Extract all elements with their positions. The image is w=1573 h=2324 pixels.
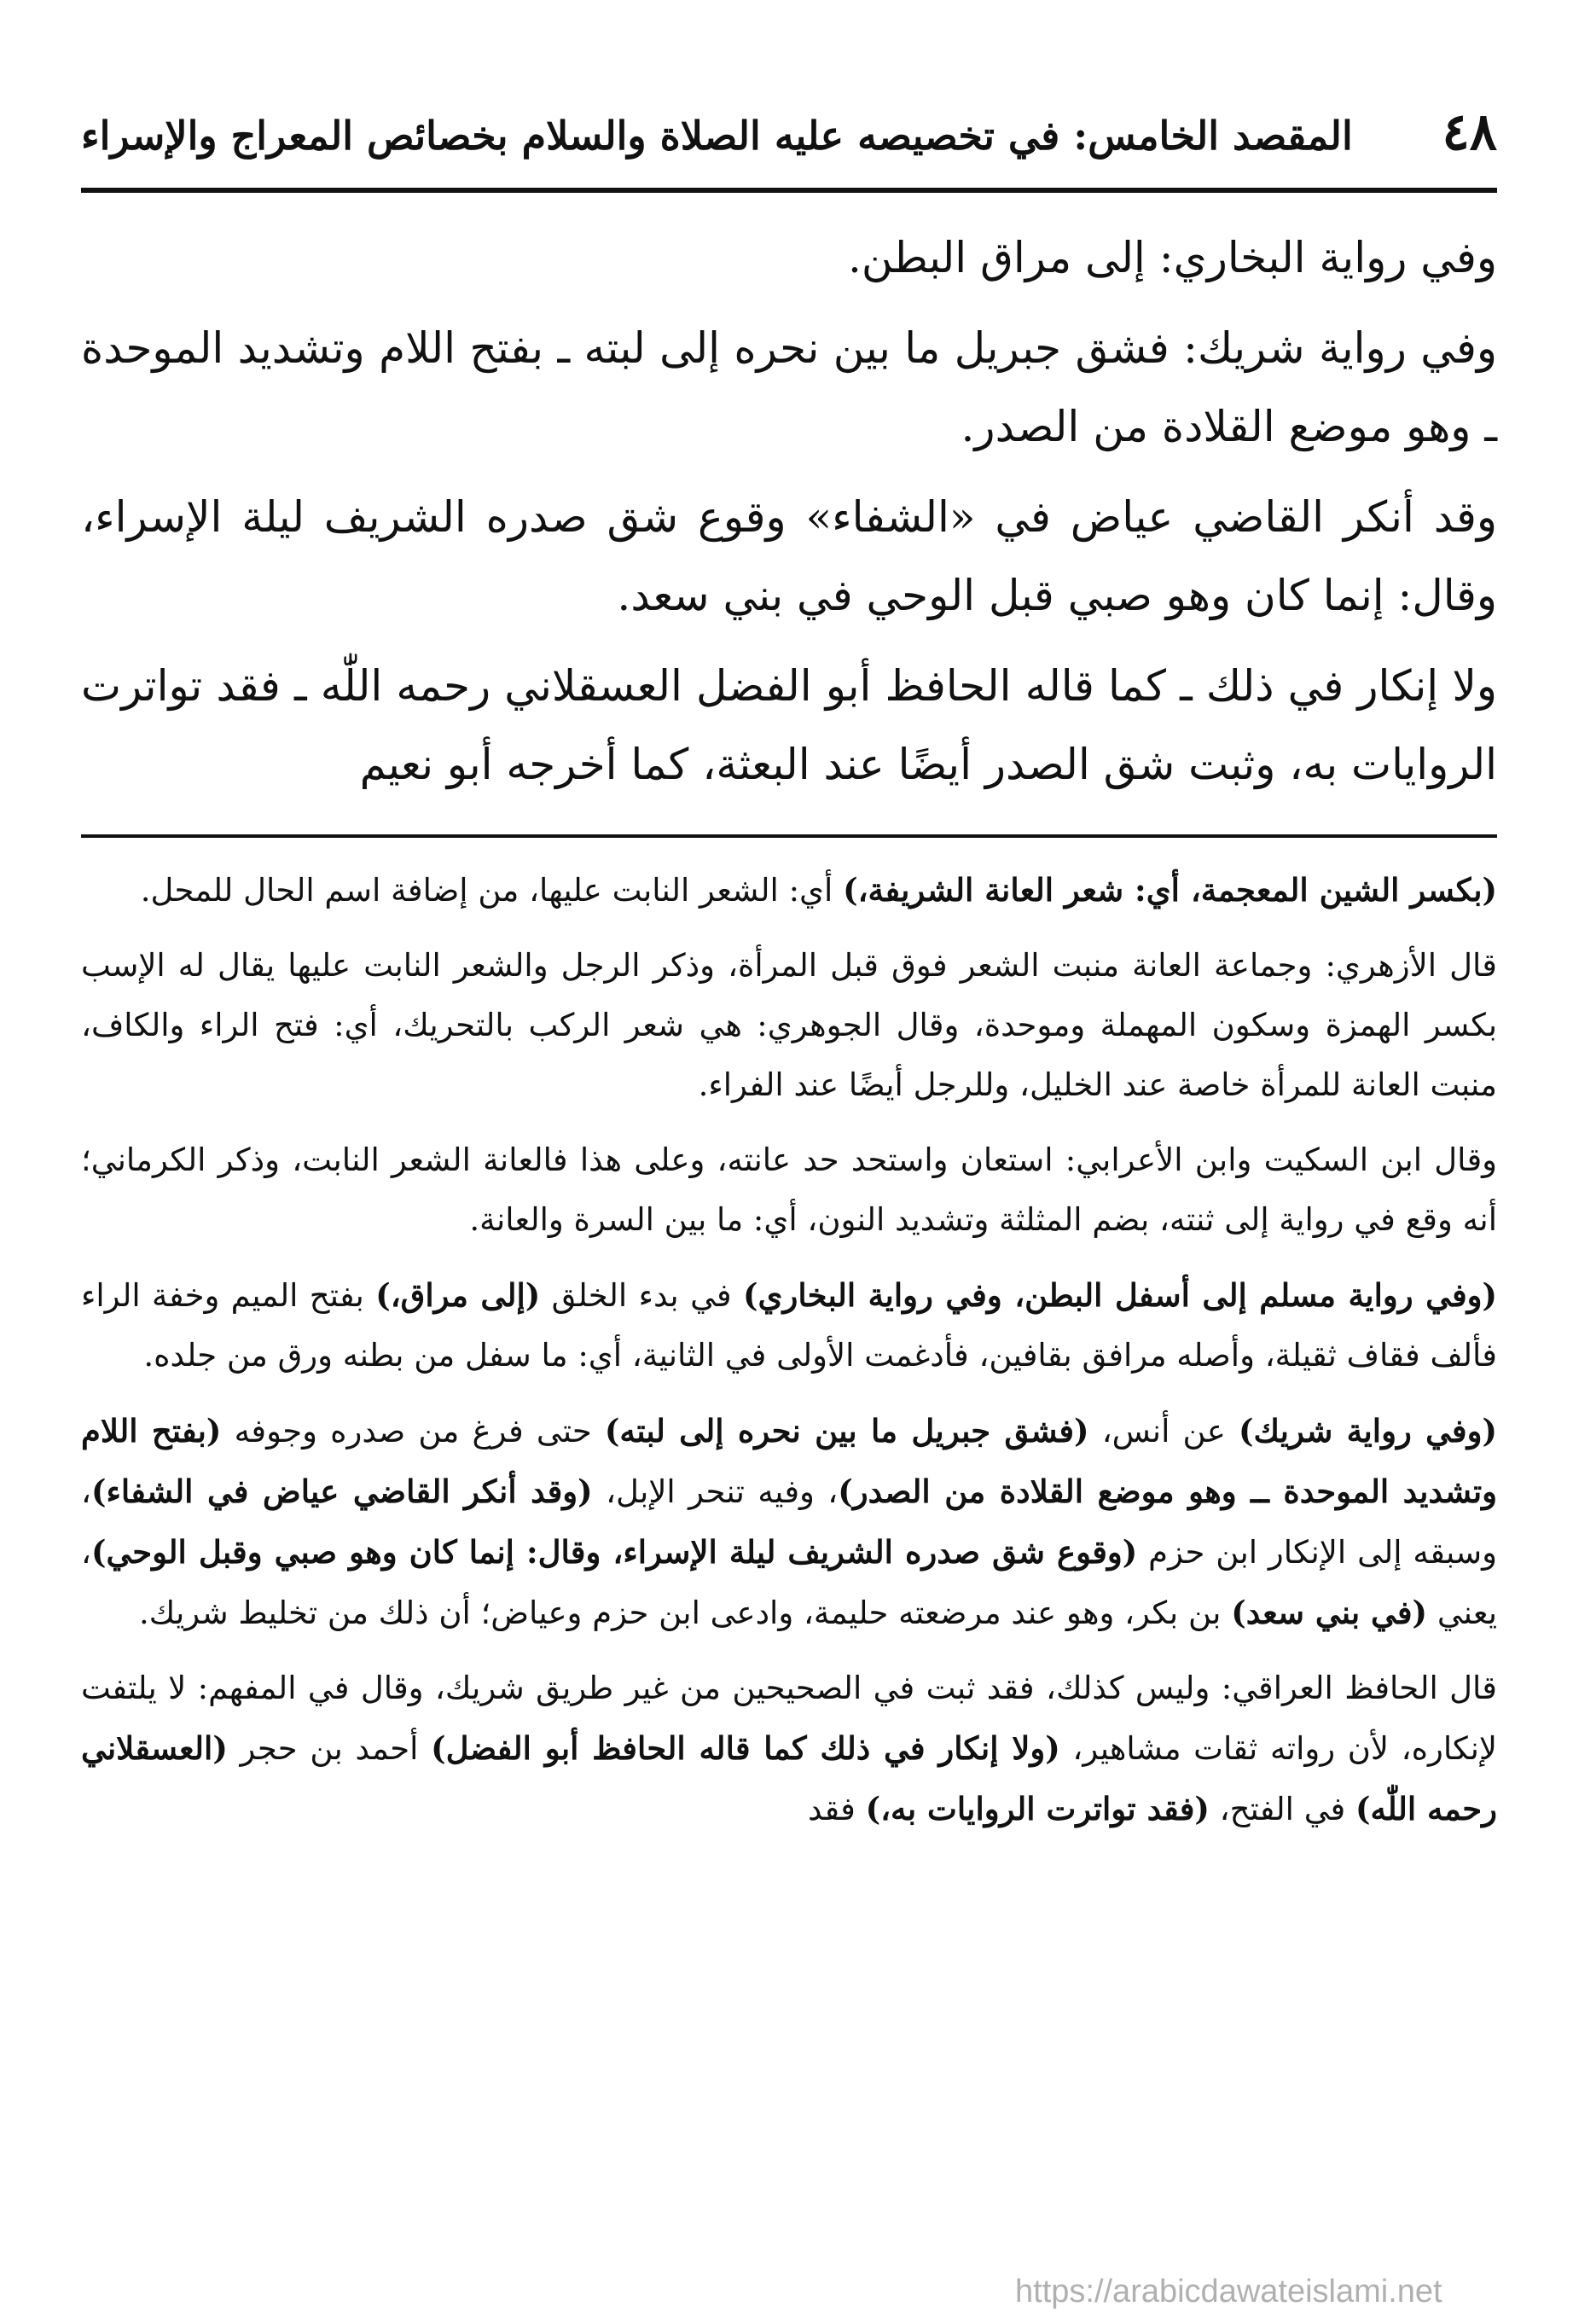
main-paragraph: وقد أنكر القاضي عياض في «الشفاء» وقوع شق صدره الشريف ليلة الإسراء، وقال: إنما كان وهو صبي قبل الوحي في بني سعد. bbox=[81, 492, 1497, 620]
commentary-paragraph bbox=[81, 936, 1497, 1115]
main-text bbox=[81, 218, 1497, 804]
commentary-text: فقد bbox=[808, 1791, 866, 1827]
commentary-text: ، يعني bbox=[81, 1534, 1497, 1631]
commentary-text: عن أنس، bbox=[1088, 1413, 1239, 1450]
running-title: المقصد الخامس: في تخصيصه عليه الصلاة والسلام بخصائص المعراج والإسراء bbox=[81, 113, 1353, 159]
commentary-text: في بدء الخلق bbox=[540, 1277, 743, 1314]
commentary-text: بفتح الميم وخفة الراء فألف فقاف ثقيلة، وأصله مرافق بقافين، فأدغمت الأولى في الثانية، أي: ما سفل من بطنه ورق من جلده. bbox=[81, 1277, 1497, 1374]
commentary-text: بن بكر، وهو عند مرضعته حليمة، وادعى ابن حزم وعياض؛ أن ذلك من تخليط شريك. bbox=[139, 1595, 1232, 1631]
quoted-text: (فقد تواترت الروايات به،) bbox=[865, 1790, 1210, 1827]
commentary-paragraph bbox=[81, 1130, 1497, 1250]
quoted-text: (وقد أنكر القاضي عياض في الشفاء) bbox=[90, 1473, 593, 1510]
commentary-text: أي: الشعر النابت عليها، من إضافة اسم الحال للمحل. bbox=[140, 872, 844, 909]
quoted-text: (ولا إنكار في ذلك كما قاله الحافظ أبو الفضل) bbox=[431, 1729, 1060, 1767]
quoted-text: (وفي رواية مسلم إلى أسفل البطن، وفي رواية البخاري) bbox=[742, 1276, 1498, 1314]
commentary-text: ، وسبقه إلى الإنكار ابن حزم bbox=[81, 1473, 1497, 1571]
main-paragraph: وفي رواية شريك: فشق جبريل ما بين نحره إلى لبته ـ بفتح اللام وتشديد الموحدة ـ وهو موضع القلادة من الصدر. bbox=[81, 323, 1497, 451]
quoted-text: (إلى مراق،) bbox=[375, 1276, 541, 1314]
quoted-text: (بفتح اللام وتشديد الموحدة ــ وهو موضع القلادة من الصدر) bbox=[81, 1412, 1497, 1510]
commentary-text: قال الحافظ العراقي: وليس كذلك، فقد ثبت في الصحيحين من غير طريق شريك، وقال في المفهم: لا يلتفت لإنكاره، لأن رواته ثقات مشاهير، bbox=[81, 1670, 1497, 1767]
page-number: ٤٨ bbox=[1442, 102, 1497, 162]
quoted-text: (فشق جبريل ما بين نحره إلى لبته) bbox=[604, 1412, 1089, 1450]
footnote-divider bbox=[81, 834, 1497, 838]
commentary-paragraph bbox=[81, 1659, 1497, 1839]
commentary-paragraph bbox=[81, 1401, 1497, 1643]
page-header bbox=[81, 94, 1497, 193]
commentary-paragraph bbox=[81, 860, 1497, 921]
commentary-text: قال الأزهري: وجماعة العانة منبت الشعر فوق قبل المرأة، وذكر الرجل والشعر النابت عليها يقال له الإسب بكسر الهمزة وسكون المهملة وموحدة، وقال الجوهري: هي شعر الركب بالتحريك، أي: فتح الراء والكاف، منبت العانة للمرأة خاصة عند الخليل، وللرجل أيضًا عند الفراء. bbox=[81, 947, 1497, 1103]
quoted-text: (وفي رواية شريك) bbox=[1238, 1412, 1497, 1450]
commentary-paragraph bbox=[81, 1265, 1497, 1386]
commentary-text: في الفتح، bbox=[1209, 1791, 1355, 1827]
quoted-text: (العسقلاني رحمه اللّٰه) bbox=[81, 1729, 1497, 1827]
main-paragraph: ولا إنكار في ذلك ـ كما قاله الحافظ أبو الفضل العسقلاني رحمه اللّٰه ـ فقد تواترت الروايات به، وثبت شق الصدر أيضًا عند البعثة، كما أخرجه أبو نعيم bbox=[81, 661, 1497, 789]
quoted-text: (بكسر الشين المعجمة، أي: شعر العانة الشريفة،) bbox=[843, 871, 1497, 909]
commentary-text: وقال ابن السكيت وابن الأعرابي: استعان واستحد حد عانته، وعلى هذا فالعانة الشعر النابت، وذكر الكرماني؛ أنه وقع في رواية إلى ثنته، بضم المثلثة وتشديد النون، أي: ما بين السرة والعانة. bbox=[81, 1142, 1497, 1238]
commentary-text: حتى فرغ من صدره وجوفه bbox=[221, 1413, 605, 1450]
book-page bbox=[81, 94, 1497, 2278]
watermark-url: https://arabicdawateislami.net bbox=[1015, 2274, 1442, 2309]
quoted-text: (وقوع شق صدره الشريف ليلة الإسراء، وقال: إنما كان وهو صبي وقبل الوحي) bbox=[90, 1533, 1138, 1571]
quoted-text: (في بني سعد) bbox=[1231, 1594, 1428, 1631]
commentary-text: أحمد بن حجر bbox=[227, 1730, 432, 1767]
commentary-text: ، وفيه تنحر الإبل، bbox=[592, 1473, 839, 1510]
commentary-notes bbox=[81, 860, 1497, 1839]
main-paragraph: وفي رواية البخاري: إلى مراق البطن. bbox=[848, 233, 1497, 282]
